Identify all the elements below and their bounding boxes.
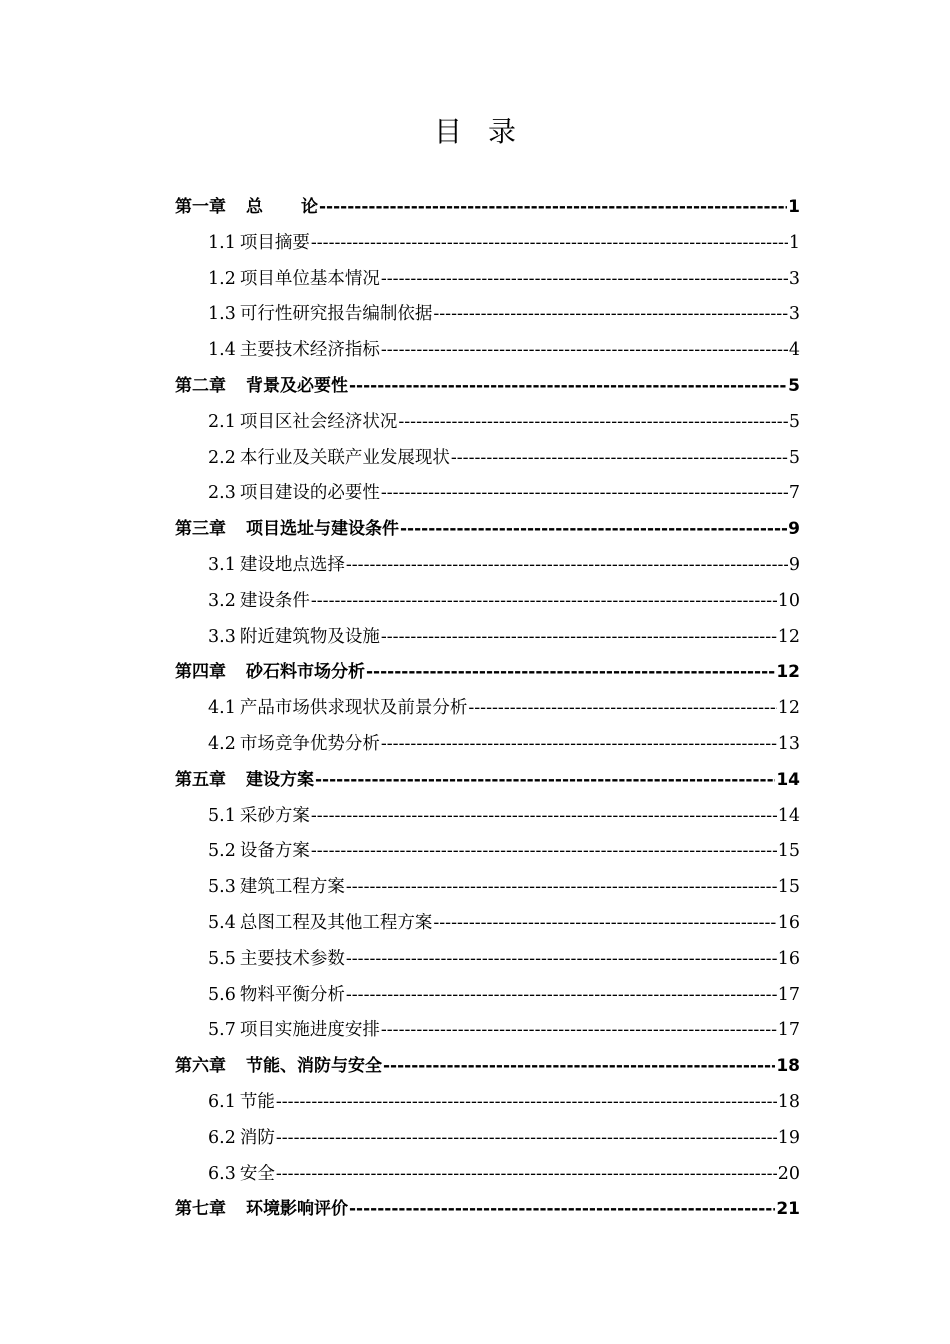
toc-entry-title: 环境影响评价 xyxy=(246,1199,348,1220)
toc-entry-title: 项目实施进度安排 xyxy=(239,1020,380,1041)
toc-section-entry[interactable] xyxy=(175,548,800,584)
toc-entry-title: 安全 xyxy=(239,1163,275,1184)
toc-page-number: 3 xyxy=(788,268,800,289)
toc-page-number: 15 xyxy=(777,877,800,898)
toc-entry-number: 2.1 xyxy=(208,411,236,432)
toc-page-number: 18 xyxy=(776,1056,800,1077)
toc-dot-leader xyxy=(311,584,777,620)
toc-page-number: 18 xyxy=(777,1091,800,1112)
toc-entry-label xyxy=(208,727,380,763)
toc-entry-label xyxy=(208,1121,275,1157)
toc-entry-title: 项目单位基本情况 xyxy=(239,268,380,289)
toc-entry-title: 节能、消防与安全 xyxy=(246,1056,382,1077)
toc-chapter-entry[interactable] xyxy=(175,763,800,799)
toc-entry-title: 总 论 xyxy=(246,197,318,217)
toc-entry-label xyxy=(208,333,380,369)
toc-section-entry[interactable] xyxy=(175,799,800,835)
toc-entry-number: 5.3 xyxy=(208,877,236,898)
toc-dot-leader xyxy=(276,1085,777,1121)
toc-entry-title: 建设地点选择 xyxy=(239,554,345,575)
toc-dot-leader xyxy=(346,942,777,978)
toc-entry-number: 5.4 xyxy=(208,912,236,933)
toc-dot-leader xyxy=(381,333,788,369)
toc-dot-leader xyxy=(276,1157,777,1193)
toc-section-entry[interactable] xyxy=(175,834,800,870)
toc-entry-number: 6.3 xyxy=(208,1163,236,1184)
toc-entry-number: 4.2 xyxy=(208,733,236,754)
toc-section-entry[interactable] xyxy=(175,942,800,978)
toc-section-entry[interactable] xyxy=(175,226,800,262)
toc-entry-title: 砂石料市场分析 xyxy=(246,662,365,683)
toc-chapter-entry[interactable] xyxy=(175,369,800,405)
toc-dot-leader xyxy=(381,262,788,298)
toc-page-number: 9 xyxy=(788,554,800,575)
toc-entry-number: 5.6 xyxy=(208,984,236,1005)
toc-entry-number: 5.7 xyxy=(208,1020,236,1041)
toc-dot-leader xyxy=(433,906,776,942)
toc-page-number: 19 xyxy=(777,1127,800,1148)
toc-entry-label xyxy=(208,906,432,942)
toc-entry-title: 背景及必要性 xyxy=(246,375,348,396)
toc-section-entry[interactable] xyxy=(175,441,800,477)
toc-entry-title: 项目选址与建设条件 xyxy=(246,519,399,540)
toc-entry-number: 2.2 xyxy=(208,447,236,468)
toc-page-number: 1 xyxy=(788,197,800,217)
toc-page-number: 17 xyxy=(777,984,800,1005)
toc-section-entry[interactable] xyxy=(175,476,800,512)
toc-entry-label xyxy=(208,262,380,298)
toc-section-entry[interactable] xyxy=(175,262,800,298)
toc-entry-title: 消防 xyxy=(239,1127,275,1148)
toc-entry-title: 项目摘要 xyxy=(239,232,310,253)
toc-section-entry[interactable] xyxy=(175,297,800,333)
toc-entry-number: 5.2 xyxy=(208,841,236,862)
toc-page-number: 12 xyxy=(777,626,800,647)
toc-page-number: 15 xyxy=(777,841,800,862)
toc-dot-leader xyxy=(433,297,788,333)
toc-section-entry[interactable] xyxy=(175,727,800,763)
toc-entry-title: 项目区社会经济状况 xyxy=(239,411,398,432)
toc-entry-number: 第二章 xyxy=(175,375,226,396)
toc-section-entry[interactable] xyxy=(175,1157,800,1193)
toc-page-number: 10 xyxy=(777,590,800,611)
toc-entry-label xyxy=(208,870,345,906)
toc-section-entry[interactable] xyxy=(175,584,800,620)
toc-dot-leader xyxy=(398,405,788,441)
toc-section-entry[interactable] xyxy=(175,620,800,656)
toc-page-number: 13 xyxy=(777,733,800,754)
toc-page-number: 12 xyxy=(776,662,800,683)
toc-entry-title: 附近建筑物及设施 xyxy=(239,626,380,647)
toc-section-entry[interactable] xyxy=(175,1121,800,1157)
toc-entry-number: 第三章 xyxy=(175,519,226,540)
toc-page-number: 5 xyxy=(788,375,800,396)
toc-entry-label xyxy=(208,978,345,1014)
toc-page-number: 14 xyxy=(777,805,800,826)
toc-entry-title: 物料平衡分析 xyxy=(239,984,345,1005)
toc-entry-number: 5.1 xyxy=(208,805,236,826)
toc-entry-title: 产品市场供求现状及前景分析 xyxy=(239,698,468,719)
toc-dot-leader xyxy=(311,834,777,870)
toc-entry-title: 建设条件 xyxy=(239,590,310,611)
toc-chapter-entry[interactable] xyxy=(175,512,800,548)
toc-entry-label xyxy=(175,763,314,799)
toc-entry-title: 采砂方案 xyxy=(239,805,310,826)
toc-entry-title: 市场竞争优势分析 xyxy=(239,733,380,754)
toc-chapter-entry[interactable] xyxy=(175,655,800,691)
toc-dot-leader xyxy=(349,369,787,405)
toc-entry-label xyxy=(208,548,345,584)
toc-page-number: 9 xyxy=(788,519,800,540)
toc-entry-number: 第七章 xyxy=(175,1199,226,1220)
toc-entry-number: 2.3 xyxy=(208,483,236,504)
toc-entry-label xyxy=(208,1085,275,1121)
toc-entry-number: 5.5 xyxy=(208,948,236,969)
toc-entry-label xyxy=(208,1013,380,1049)
toc-entry-label xyxy=(208,476,380,512)
toc-page-number: 7 xyxy=(788,483,800,504)
toc-entry-number: 3.3 xyxy=(208,626,236,647)
toc-page-number: 12 xyxy=(777,698,800,719)
toc-entry-number: 4.1 xyxy=(208,698,236,719)
toc-section-entry[interactable] xyxy=(175,870,800,906)
toc-entry-label xyxy=(208,942,345,978)
toc-entry-title: 本行业及关联产业发展现状 xyxy=(239,447,450,468)
toc-dot-leader xyxy=(346,548,788,584)
toc-entry-label xyxy=(208,620,380,656)
toc-section-entry[interactable] xyxy=(175,1013,800,1049)
toc-entry-title: 可行性研究报告编制依据 xyxy=(239,304,433,325)
toc-page-number: 5 xyxy=(788,447,800,468)
toc-dot-leader xyxy=(311,799,777,835)
toc-entry-title: 主要技术经济指标 xyxy=(239,340,380,361)
toc-chapter-entry[interactable] xyxy=(175,190,800,226)
toc-section-entry[interactable] xyxy=(175,1085,800,1121)
toc-entry-number: 3.1 xyxy=(208,554,236,575)
toc-entry-label xyxy=(208,297,432,333)
toc-entry-title: 主要技术参数 xyxy=(239,948,345,969)
toc-dot-leader xyxy=(468,691,776,727)
toc-page-number: 4 xyxy=(788,340,800,361)
toc-dot-leader xyxy=(383,1049,775,1085)
toc-list xyxy=(175,190,800,1228)
toc-page-number: 16 xyxy=(777,912,800,933)
toc-page-number: 5 xyxy=(788,411,800,432)
toc-page-number: 14 xyxy=(776,769,800,790)
toc-dot-leader xyxy=(381,1013,777,1049)
toc-section-entry[interactable] xyxy=(175,333,800,369)
toc-entry-number: 1.3 xyxy=(208,304,236,325)
toc-entry-number: 1.1 xyxy=(208,232,236,253)
toc-dot-leader xyxy=(346,978,777,1014)
toc-entry-label xyxy=(208,584,310,620)
toc-entry-label xyxy=(208,405,397,441)
toc-entry-title: 节能 xyxy=(239,1091,275,1112)
toc-dot-leader xyxy=(346,870,777,906)
toc-dot-leader xyxy=(381,727,777,763)
toc-dot-leader xyxy=(315,763,775,799)
toc-entry-number: 1.2 xyxy=(208,268,236,289)
toc-title: 目录 xyxy=(433,115,542,148)
toc-page-number: 16 xyxy=(777,948,800,969)
toc-entry-label xyxy=(175,369,348,405)
toc-dot-leader xyxy=(319,190,787,226)
toc-dot-leader xyxy=(276,1121,777,1157)
toc-entry-number: 3.2 xyxy=(208,590,236,611)
toc-dot-leader xyxy=(311,226,788,262)
toc-entry-number: 第六章 xyxy=(175,1056,226,1077)
toc-section-entry[interactable] xyxy=(175,906,800,942)
toc-entry-label xyxy=(175,190,318,226)
toc-entry-number: 第五章 xyxy=(175,769,226,790)
toc-entry-number: 6.1 xyxy=(208,1091,236,1112)
toc-dot-leader xyxy=(381,620,777,656)
toc-entry-label xyxy=(208,799,310,835)
toc-entry-label xyxy=(175,655,365,691)
toc-entry-label xyxy=(208,691,467,727)
toc-page-number: 21 xyxy=(776,1199,800,1220)
toc-entry-number: 第四章 xyxy=(175,662,226,683)
toc-entry-title: 项目建设的必要性 xyxy=(239,483,380,504)
toc-page-number: 17 xyxy=(777,1020,800,1041)
toc-entry-title: 总图工程及其他工程方案 xyxy=(239,912,433,933)
toc-entry-title: 设备方案 xyxy=(239,841,310,862)
toc-entry-label xyxy=(175,1049,382,1085)
toc-dot-leader xyxy=(381,476,788,512)
toc-dot-leader xyxy=(366,655,775,691)
toc-entry-number: 6.2 xyxy=(208,1127,236,1148)
toc-dot-leader xyxy=(451,441,788,477)
toc-entry-label xyxy=(208,441,450,477)
toc-entry-label xyxy=(208,226,310,262)
toc-dot-leader xyxy=(400,512,787,548)
toc-entry-label xyxy=(175,512,399,548)
toc-entry-number: 1.4 xyxy=(208,340,236,361)
toc-page-number: 20 xyxy=(777,1163,800,1184)
toc-chapter-entry[interactable] xyxy=(175,1049,800,1085)
toc-page-number: 3 xyxy=(788,304,800,325)
toc-dot-leader xyxy=(349,1192,775,1228)
toc-entry-label xyxy=(208,834,310,870)
toc-page-number: 1 xyxy=(788,232,800,253)
toc-section-entry[interactable] xyxy=(175,691,800,727)
toc-chapter-entry[interactable] xyxy=(175,1192,800,1228)
toc-entry-title: 建设方案 xyxy=(246,769,314,790)
toc-entry-number: 第一章 xyxy=(175,197,226,217)
toc-entry-label xyxy=(175,1192,348,1228)
toc-section-entry[interactable] xyxy=(175,405,800,441)
toc-entry-label xyxy=(208,1157,275,1193)
toc-entry-title: 建筑工程方案 xyxy=(239,877,345,898)
toc-section-entry[interactable] xyxy=(175,978,800,1014)
